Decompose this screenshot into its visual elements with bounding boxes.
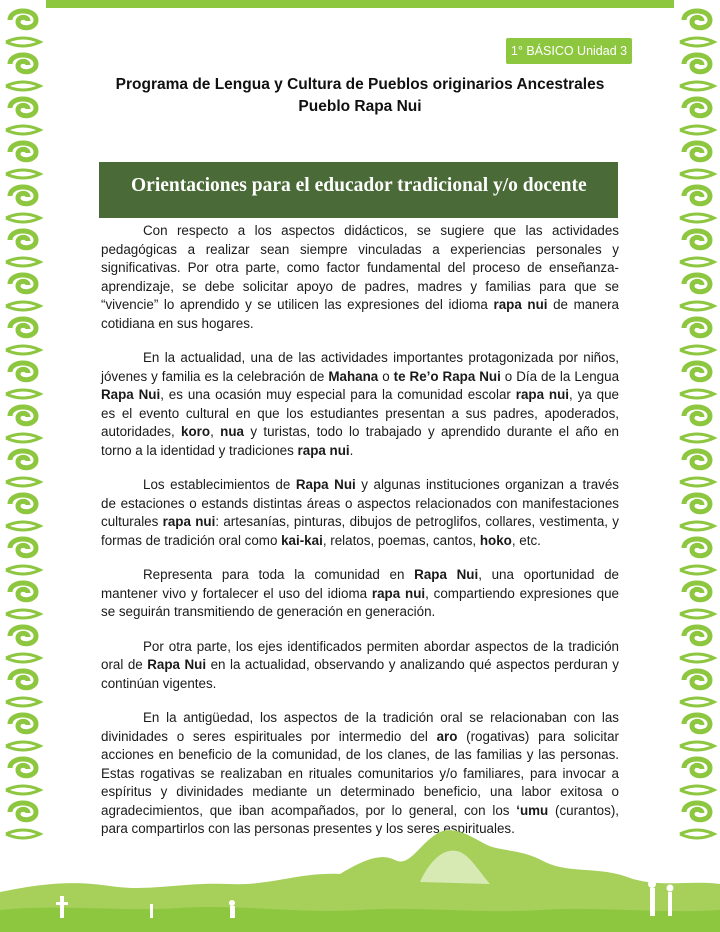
paragraph bbox=[101, 566, 619, 622]
bold-term: nua bbox=[220, 424, 244, 439]
bold-term: Rapa Nui bbox=[414, 567, 479, 582]
paragraph bbox=[101, 349, 619, 460]
text-run: Con respecto a los aspectos didácticos, se sugiere que las actividades pedagógicas a realizar sean siempre vinculadas a experiencias personales y significativas. Por otra parte, como factor fundamental del proceso de enseñanza-aprendizaje, se debe solicitar apoyo de padres, madres y familias para que se “vivencie” lo aprendido y se utilicen las expresiones del idioma bbox=[101, 223, 619, 312]
text-run: Por otra parte, los ejes identificados permiten abordar aspectos de la tradición oral de bbox=[101, 638, 619, 672]
text-run: , es una ocasión muy especial para la comunidad escolar bbox=[160, 387, 516, 402]
bold-term: Rapa Nui bbox=[101, 387, 161, 402]
text-run: o bbox=[378, 368, 394, 384]
text-run: , relatos, poemas, cantos, bbox=[322, 532, 480, 548]
bold-term: kai-kai bbox=[281, 532, 323, 548]
text-run: , una oportunidad de mantener vivo y fortalecer el uso del idioma bbox=[101, 567, 619, 601]
text-run: Los establecimientos de bbox=[143, 477, 296, 492]
landscape-footer-illustration bbox=[0, 822, 720, 932]
paragraph bbox=[101, 709, 619, 839]
bold-term: aro bbox=[436, 728, 458, 744]
bold-term: Rapa Nui bbox=[295, 477, 356, 492]
body-content bbox=[101, 222, 619, 855]
decorative-border-right bbox=[674, 0, 720, 850]
text-run: , bbox=[210, 424, 221, 439]
bold-term: Rapa Nui bbox=[147, 657, 207, 672]
text-run: En la actualidad, una de las actividades importantes protagonizada por niños, jóvenes y familia es la celebración de bbox=[101, 350, 619, 384]
bold-term: koro bbox=[181, 424, 211, 439]
text-run: , ya que es el evento cultural en que los estudiantes presentan a sus padres, apoderados, autoridades, bbox=[101, 387, 619, 439]
text-run: , etc. bbox=[511, 532, 541, 548]
section-title: Orientaciones para el educador tradicional y/o docente bbox=[131, 175, 587, 196]
bold-term: rapa nui bbox=[515, 387, 570, 402]
paragraph bbox=[101, 638, 619, 694]
text-run: y algunas instituciones organizan a través de estaciones o estands distintas áreas o aspectos relacionados con manifestaciones culturales bbox=[101, 477, 619, 529]
top-green-band bbox=[46, 0, 674, 8]
text-run: de manera cotidiana en sus hogares. bbox=[101, 297, 619, 331]
bold-term: hoko bbox=[479, 532, 512, 548]
people-title: Pueblo Rapa Nui bbox=[298, 98, 422, 115]
text-run: : artesanías, pinturas, dibujos de petroglifos, collares, vestimenta, y formas de tradición oral como bbox=[101, 514, 619, 548]
bold-term: rapa nui bbox=[371, 585, 426, 601]
text-run: En la antigüedad, los aspectos de la tradición oral se relacionaban con las divinidades o seres espirituales por intermedio del bbox=[101, 710, 619, 744]
bold-term: Mahana bbox=[328, 368, 379, 384]
program-title: Programa de Lengua y Cultura de Pueblos originarios Ancestrales bbox=[115, 76, 605, 93]
decorative-border-left bbox=[0, 0, 46, 850]
program-header bbox=[80, 74, 640, 118]
text-run: . bbox=[349, 442, 354, 458]
bold-term: ‘umu bbox=[516, 802, 549, 818]
section-title-bar bbox=[99, 162, 618, 218]
paragraph bbox=[101, 222, 619, 333]
text-run: , compartiendo expresiones que se seguirán transmitiendo de generación en generación. bbox=[101, 585, 619, 619]
text-run: y turistas, todo lo trabajado y aprendido durante el año en torno a la identidad y tradiciones bbox=[101, 424, 619, 458]
bold-term: rapa nui bbox=[162, 514, 216, 529]
text-run: o Día de la Lengua bbox=[500, 368, 620, 384]
text-run: Representa para toda la comunidad en bbox=[143, 567, 415, 582]
text-run: (rogativas) para solicitar acciones en beneficio de la comunidad, de los clanes, de las familias y las personas. Estas rogativas se realizaban en rituales comunitarios y/o familiares, para invocar a espíritus y divinidades mediante un determinado beneficio, una labor exitosa o agradecimientos, que iban acompañados, por lo general, con los bbox=[101, 728, 619, 818]
bold-term: rapa nui bbox=[493, 297, 548, 312]
text-run: (curantos), para compartirlos con las personas presentes y los seres espirituales. bbox=[101, 802, 619, 836]
bold-term: rapa nui bbox=[297, 442, 350, 458]
bold-term: te Re’o Rapa Nui bbox=[393, 368, 501, 384]
paragraph bbox=[101, 476, 619, 550]
grade-unit-badge: 1° BÁSICO Unidad 3 bbox=[506, 38, 632, 64]
text-run: en la actualidad, observando y analizando qué aspectos perduran y continúan vigentes. bbox=[101, 657, 619, 691]
